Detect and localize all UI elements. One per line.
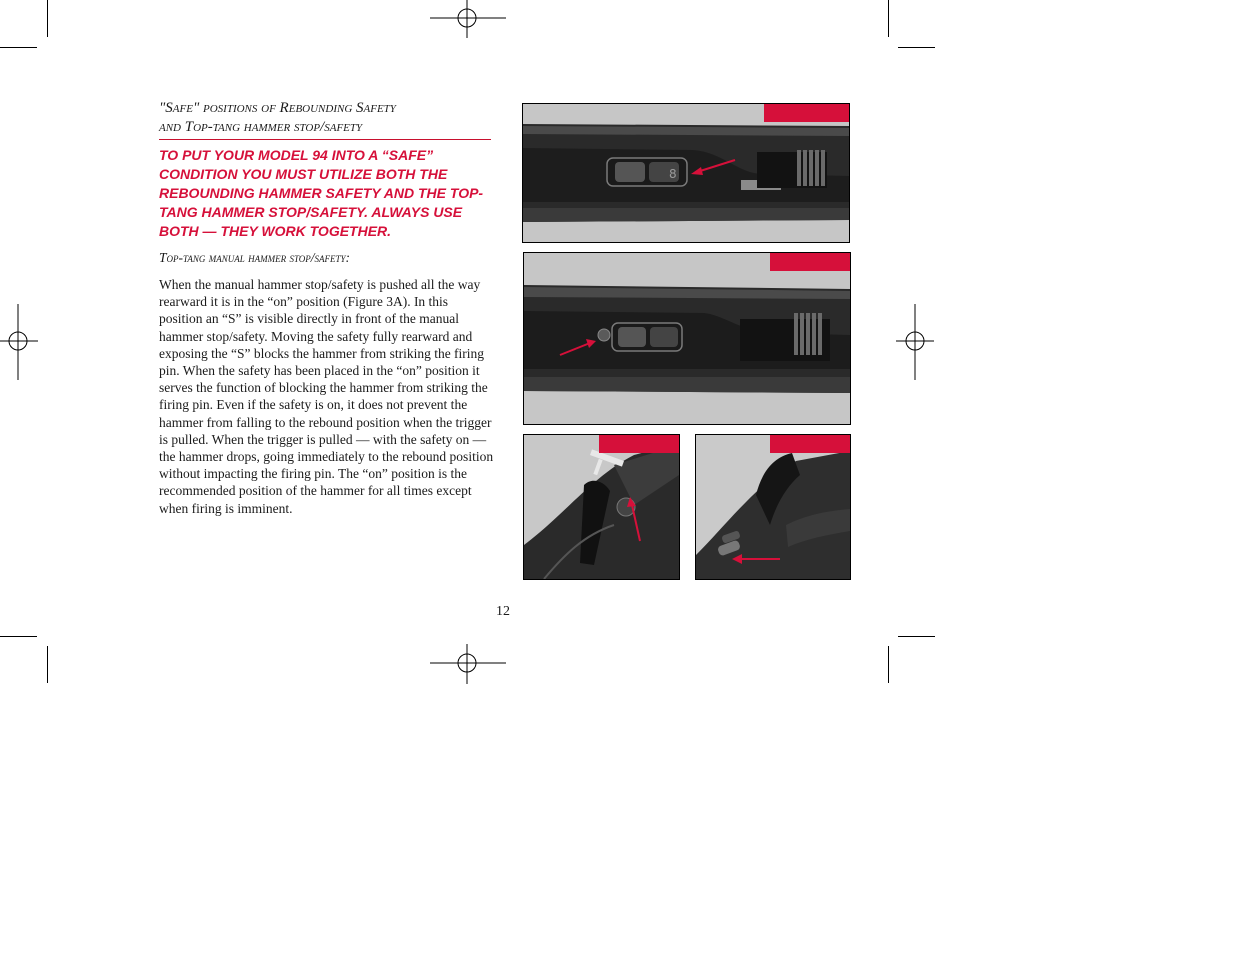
figure-photo-top-tang-safety-on <box>522 103 850 243</box>
hammer-side-illustration <box>524 435 679 579</box>
figure-photo-top-tang-safety-off <box>523 252 851 425</box>
crop-mark <box>0 47 37 48</box>
figure-label-tag <box>770 253 851 271</box>
crop-mark <box>898 636 935 637</box>
section-heading <box>159 99 491 140</box>
registration-mark-right <box>896 302 936 382</box>
rifle-receiver-illustration <box>524 253 850 424</box>
section-heading-line-1: "Safe" positions of Rebounding Safety <box>159 100 396 116</box>
safety-warning-callout: TO PUT YOUR MODEL 94 INTO A “SAFE” CONDITION YOU MUST UTILIZE BOTH THE REBOUNDING HAMMER SAFETY AND THE TOP-TANG HAMMER STOP/SAFETY. ALWAYS USE BOTH — THEY WORK TOGETHER. <box>159 147 484 239</box>
rifle-receiver-illustration <box>523 104 849 242</box>
registration-mark-top <box>428 0 508 40</box>
crop-mark <box>47 646 48 683</box>
crop-mark <box>47 0 48 37</box>
page-number: 12 <box>496 604 510 619</box>
crop-mark <box>898 47 935 48</box>
figure-label-tag <box>599 435 680 453</box>
crop-mark <box>888 0 889 37</box>
figure-label-tag <box>764 104 850 122</box>
subsection-heading: Top-tang manual hammer stop/safety: <box>159 250 351 265</box>
svg-text:8: 8 <box>669 167 677 181</box>
body-paragraph: When the manual hammer stop/safety is pushed all the way rearward it is in the “on” position (Figure 3A). In this position an “S” is visible directly in front of the manual hammer stop/safety. Moving the safety fully rearward and exposing the “S” blocks the hammer from striking the firing pin. When the safety has been placed in the “on” position it serves the function of blocking the hammer from striking the firing pin. Even if the safety is on, it does not prevent the hammer from falling to the rebound position when the trigger is pulled. When the trigger is pulled — with the safety on — the hammer drops, going immediately to the rebound position without impacting the firing pin. The “on” position is the recommended position of the hammer for all times except when firing is imminent. <box>159 277 494 516</box>
section-heading-line-2: and Top-tang hammer stop/safety <box>159 119 363 135</box>
crop-mark <box>888 646 889 683</box>
registration-mark-left <box>0 302 40 382</box>
lever-side-illustration <box>696 435 850 579</box>
figure-label-tag <box>770 435 851 453</box>
figure-photo-hammer-side-left <box>523 434 680 580</box>
crop-mark <box>0 636 37 637</box>
registration-mark-bottom <box>428 644 508 686</box>
figure-photo-hammer-side-right <box>695 434 851 580</box>
